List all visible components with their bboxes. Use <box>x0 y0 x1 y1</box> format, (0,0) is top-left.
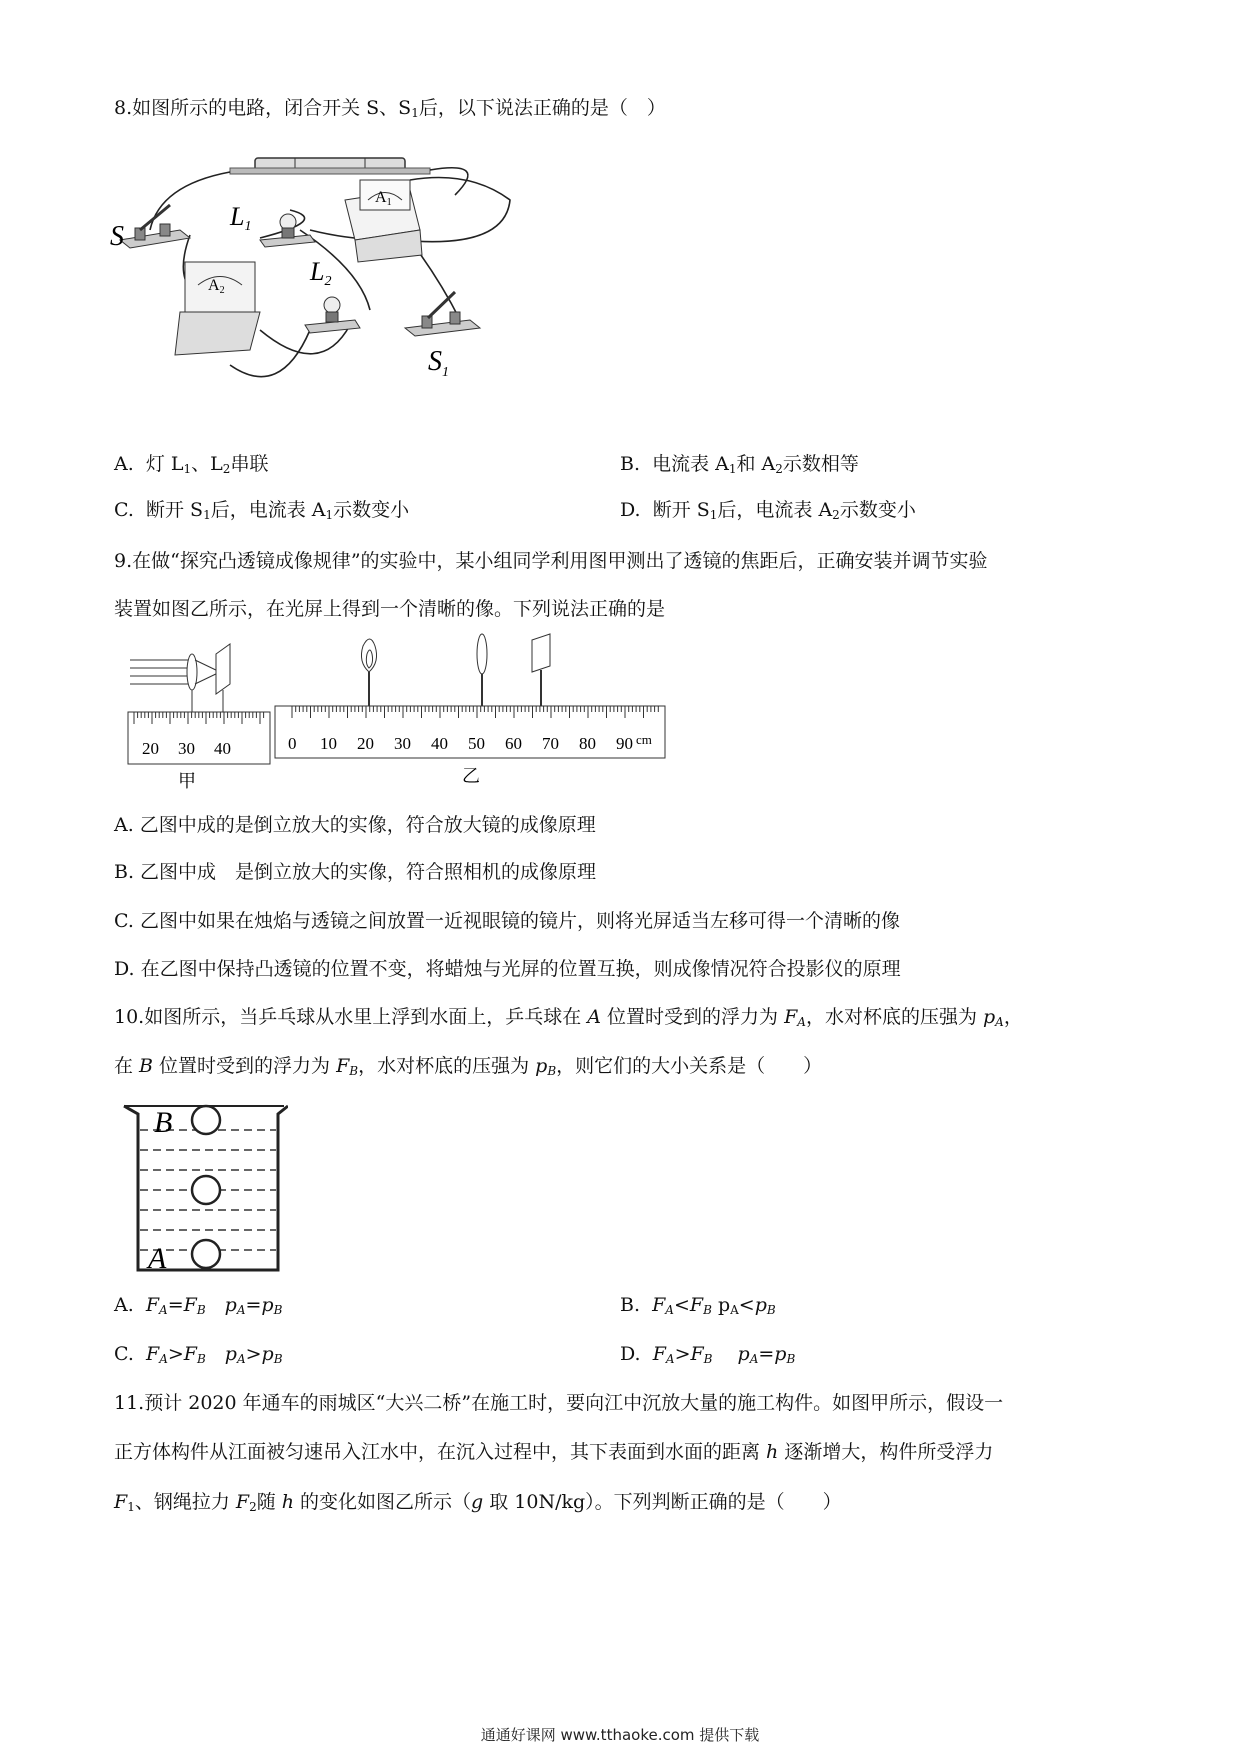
q10-option-b[interactable]: B. $F_A<F_B$ $p_A<p_B$ <box>620 1294 776 1317</box>
label-a1: A1 <box>375 189 392 208</box>
label-a2: A2 <box>208 277 225 296</box>
yi-tick-60: 60 <box>505 734 522 753</box>
jia-tick-40: 40 <box>214 739 231 758</box>
lamp-l1-icon <box>260 214 315 247</box>
question-10-line2: 在 B 位置时受到的浮力为 $F_B$，水对杯底的压强为 $p_B$，则它们的大小关系是（ ） <box>114 1055 823 1078</box>
yi-tick-50: 50 <box>468 734 485 753</box>
figure-yi <box>270 632 670 792</box>
ball-b-icon <box>192 1106 220 1134</box>
ball-a-icon <box>192 1240 220 1268</box>
yi-tick-70: 70 <box>542 734 559 753</box>
q8-option-b[interactable]: B. 电流表 $A_1$和 $A_2$示数相等 <box>620 453 859 476</box>
ball-middle-icon <box>192 1176 220 1204</box>
figure-jia <box>120 632 285 792</box>
question-8-stem: 8.如图所示的电路，闭合开关 S、$S_1$后，以下说法正确的是（ ） <box>114 97 666 120</box>
battery-icon <box>230 158 430 174</box>
q8-option-c[interactable]: C. 断开 $S_1$后，电流表 $A_1$示数变小 <box>114 499 410 522</box>
yi-unit: cm <box>636 732 652 747</box>
label-b: B <box>154 1106 173 1139</box>
question-9-line2: 装置如图乙所示，在光屏上得到一个清晰的像。下列说法正确的是 <box>114 598 666 620</box>
label-l1: L1 <box>230 202 252 234</box>
question-11-line1: 11.预计 2020 年通车的雨城区“大兴二桥”在施工时，要向江中沉放大量的施工构件。如图甲所示，假设一 <box>114 1392 1004 1414</box>
yi-tick-90: 90 <box>616 734 633 753</box>
candle-icon <box>361 639 376 712</box>
question-11-line2: 正方体构件从江面被匀速吊入江水中，在沉入过程中，其下表面到水面的距离 h 逐渐增大，构件所受浮力 <box>114 1441 994 1463</box>
q9-option-d[interactable]: D. 在乙图中保持凸透镜的位置不变，将蜡烛与光屏的位置互换，则成像情况符合投影仪的原理 <box>114 958 901 980</box>
q9-option-a[interactable]: A. 乙图中成的是倒立放大的实像，符合放大镜的成像原理 <box>114 814 596 836</box>
yi-tick-10: 10 <box>320 734 337 753</box>
yi-caption: 乙 <box>462 766 480 786</box>
beaker-figure <box>118 1100 288 1280</box>
yi-tick-80: 80 <box>579 734 596 753</box>
screen-icon <box>532 634 550 712</box>
jia-tick-20: 20 <box>142 739 159 758</box>
lens-icon <box>477 634 487 712</box>
yi-tick-20: 20 <box>357 734 374 753</box>
q10-option-a[interactable]: A. $F_A=F_B$ $p_A=p_B$ <box>114 1294 283 1317</box>
label-s1: $S_1$ <box>428 346 449 380</box>
q8-option-d[interactable]: D. 断开 $S_1$后，电流表 $A_2$示数变小 <box>620 499 916 522</box>
label-s: S <box>110 221 124 252</box>
q8-option-a[interactable]: A. 灯 $L_1$、$L_2$串联 <box>114 453 269 476</box>
label-l2: L2 <box>310 257 332 289</box>
yi-tick-30: 30 <box>394 734 411 753</box>
circuit-diagram <box>110 150 530 420</box>
yi-tick-40: 40 <box>431 734 448 753</box>
lamp-l2-icon <box>305 297 360 333</box>
question-10-line1: 10.如图所示，当乒乓球从水里上浮到水面上，乒乓球在 A 位置时受到的浮力为 $F_A$，水对杯底的压强为 $p_A$， <box>114 1006 1023 1029</box>
jia-tick-30: 30 <box>178 739 195 758</box>
question-9-line1: 9.在做“探究凸透镜成像规律”的实验中，某小组同学利用图甲测出了透镜的焦距后，正确安装并调节实验 <box>114 550 988 572</box>
ammeter-a2-icon <box>175 262 260 355</box>
q10-option-d[interactable]: D. $F_A>F_B$ $p_A=p_B$ <box>620 1343 796 1366</box>
switch-s1-icon <box>405 292 480 336</box>
yi-tick-0: 0 <box>288 734 297 753</box>
switch-s-icon <box>120 205 190 248</box>
question-11-line3: $F_1$、钢绳拉力 $F_2$随 h 的变化如图乙所示（g 取 10N/kg）。下列判断正确的是（ ） <box>114 1491 842 1514</box>
q9-option-b[interactable]: B. 乙图中成 是倒立放大的实像，符合照相机的成像原理 <box>114 861 597 883</box>
page-footer: 通通好课网 www.tthaoke.com 提供下载 <box>480 1726 760 1744</box>
label-a: A <box>148 1242 167 1275</box>
jia-caption: 甲 <box>178 771 196 791</box>
q10-option-c[interactable]: C. $F_A>F_B$ $p_A>p_B$ <box>114 1343 283 1366</box>
q9-option-c[interactable]: C. 乙图中如果在烛焰与透镜之间放置一近视眼镜的镜片，则将光屏适当左移可得一个清晰的像 <box>114 910 900 932</box>
